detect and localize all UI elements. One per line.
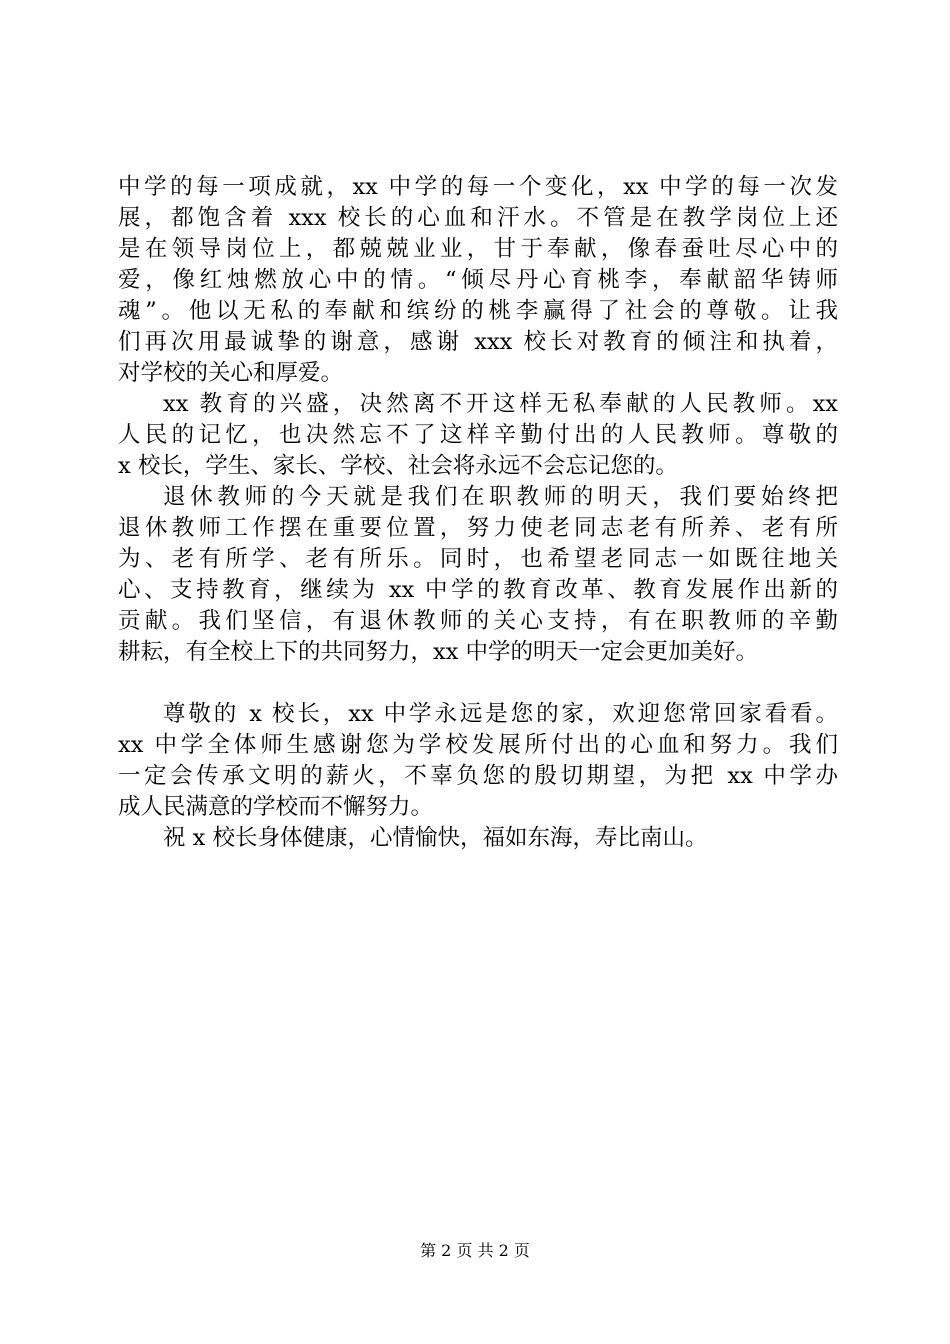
text-line: 一定会传承文明的薪火，不辜负您的殷切期望，为把 xx 中学办	[118, 763, 838, 789]
paragraph-spacer	[118, 668, 838, 699]
text-line: 成人民满意的学校而不懈努力。	[118, 794, 434, 820]
text-line: 爱，像红烛燃放心中的情。“倾尽丹心育桃李，奉献韶华铸师	[118, 267, 838, 293]
paragraph	[118, 482, 838, 668]
text-line: 们再次用最诚挚的谢意，感谢 xxx 校长对教育的倾注和执着，	[118, 329, 838, 355]
paragraph	[118, 699, 838, 823]
text-line: 人民的记忆，也决然忘不了这样辛勤付出的人民教师。尊敬的	[118, 422, 838, 448]
text-line: 中学的每一项成就，xx 中学的每一个变化，xx 中学的每一次发	[118, 174, 838, 200]
text-line: 退休教师工作摆在重要位置，努力使老同志老有所养、老有所	[118, 515, 838, 541]
paragraph	[118, 823, 838, 854]
text-line: 心、支持教育，继续为 xx 中学的教育改革、教育发展作出新的	[118, 577, 838, 603]
text-line: 祝 x 校长身体健康，心情愉快，福如东海，寿比南山。	[163, 825, 708, 851]
text-line: 退休教师的今天就是我们在职教师的明天，我们要始终把	[163, 484, 838, 510]
text-line: 为、老有所学、老有所乐。同时，也希望老同志一如既往地关	[118, 546, 838, 572]
text-line: 魂”。他以无私的奉献和缤纷的桃李赢得了社会的尊敬。让我	[118, 298, 838, 324]
text-line: 耕耘，有全校上下的共同努力，xx 中学的明天一定会更加美好。	[118, 639, 759, 665]
text-line: 是在领导岗位上，都兢兢业业，甘于奉献，像春蚕吐尽心中的	[118, 236, 838, 262]
text-line: 展，都饱含着 xxx 校长的心血和汗水。不管是在教学岗位上还	[118, 205, 838, 231]
text-line: xx 教育的兴盛，决然离不开这样无私奉献的人民教师。xx	[163, 391, 838, 417]
paragraph	[118, 172, 838, 389]
text-line: 对学校的关心和厚爱。	[118, 360, 344, 386]
document-body	[118, 172, 838, 854]
text-line: x 校长，学生、家长、学校、社会将永远不会忘记您的。	[118, 453, 678, 479]
text-line: 贡献。我们坚信，有退休教师的关心支持，有在职教师的辛勤	[118, 608, 838, 634]
page-footer: 第 2 页 共 2 页	[420, 1241, 530, 1260]
text-line: xx 中学全体师生感谢您为学校发展所付出的心血和努力。我们	[118, 732, 838, 758]
paragraph	[118, 389, 838, 482]
text-line: 尊敬的 x 校长，xx 中学永远是您的家，欢迎您常回家看看。	[163, 701, 838, 727]
